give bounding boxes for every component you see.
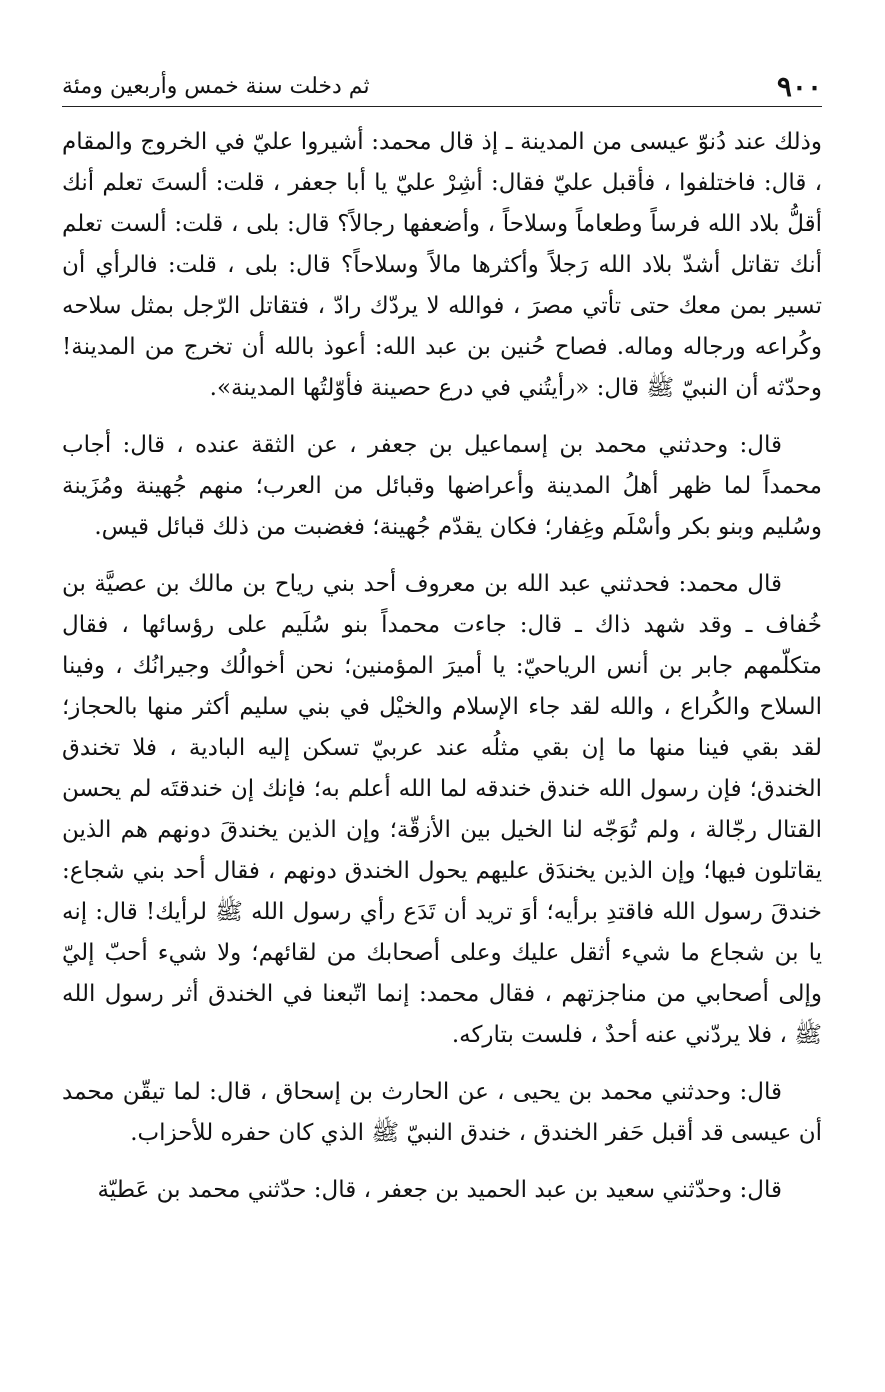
paragraph: قال: وحدثني محمد بن يحيى ، عن الحارث بن إسحاق ، قال: لما تيقّن محمد أن عيسى قد أقبل حَفر الخندق ، خندق النبيّ ﷺ الذي كان حفره للأحزاب. [62, 1079, 822, 1146]
paragraph: قال محمد: فحدثني عبد الله بن معروف أحد بني رياح بن مالك بن عصيَّة بن خُفاف ـ وقد شهد ذاك ـ قال: جاءت محمداً بنو سُلَيم على رؤسائها ، فقال متكلّمهم جابر بن أنس الرياحيّ: يا أميرَ المؤمنين؛ نحن أخوالُك وجيرانُك ، وفينا السلاح والكُراع ، والله لقد جاء الإسلام والخيْل في بني سليم أكثر منها بالحجاز؛ لقد بقي فينا منها ما إن بقي مثلُه عند عربيّ تسكن إليه البادية ، فلا تخندق الخندق؛ فإن رسول الله خندق خندقه لما الله أعلم به؛ فإنك إن خندقتَه لم يحسن القتال رجّالة ، ولم تُوَجّه لنا الخيل بين الأزقّة؛ وإن الذين يخندقَ دونهم هم الذين يقاتلون فيها؛ وإن الذين يخندَق عليهم يحول الخندق دونهم ، فقال أحد بني شجاع: خندقَ رسول الله فاقتدِ برأيه؛ أوَ تريد أن تَدَع رأي رسول الله ﷺ لرأيك! قال: إنه يا بن شجاع ما شيء أثقل عليك وعلى أصحابك من لقائهم؛ ولا شيء أحبّ إليّ وإلى أصحابي من مناجزتهم ، فقال محمد: إنما اتّبعنا في الخندق أثر رسول الله ﷺ ، فلا يردّني عنه أحدٌ ، فلست بتاركه. [62, 571, 822, 1048]
running-title: ثم دخلت سنة خمس وأربعين ومئة [62, 73, 370, 99]
page-body [62, 122, 822, 1211]
paragraph: وذلك عند دُنوّ عيسى من المدينة ـ إذ قال محمد: أشيروا عليّ في الخروج والمقام ، قال: فاختلفوا ، فأقبل عليّ فقال: أشِرْ عليّ يا أبا جعفر ، قلت: ألستَ تعلم أنك أقلُّ بلاد الله فرساً وطعاماً وسلاحاً ، وأضعفها رجالاً؟ قال: بلى ، قلت: ألست تعلم أنك تقاتل أشدّ بلاد الله رَجلاً وأكثرها مالاً وسلاحاً؟ قال: بلى ، قلت: فالرأي أن تسير بمن معك حتى تأتي مصرَ ، فوالله لا يردّك رادّ ، فتقاتل الرّجل بمثل سلاحه وكُراعه ورجاله وماله. فصاح حُنين بن عبد الله: أعوذ بالله أن تخرج من المدينة! وحدّثه أن النبيّ ﷺ قال: «رأيتُني في درع حصينة فأوّلتُها المدينة». [62, 129, 822, 401]
header-rule [62, 106, 822, 107]
paragraph: قال: وحدثني محمد بن إسماعيل بن جعفر ، عن الثقة عنده ، قال: أجاب محمداً لما ظهر أهلُ المدينة وأعراضها وقبائل من العرب؛ منهم جُهينة ومُزَينة وسُليم وبنو بكر وأسْلَم وغِفار؛ فكان يقدّم جُهينة؛ فغضبت من ذلك قبائل قيس. [62, 432, 822, 540]
paragraph: قال: وحدّثني سعيد بن عبد الحميد بن جعفر ، قال: حدّثني محمد بن عَطيّة [97, 1177, 782, 1203]
page-number: ٩٠٠ [776, 69, 822, 103]
page-header [62, 66, 822, 106]
